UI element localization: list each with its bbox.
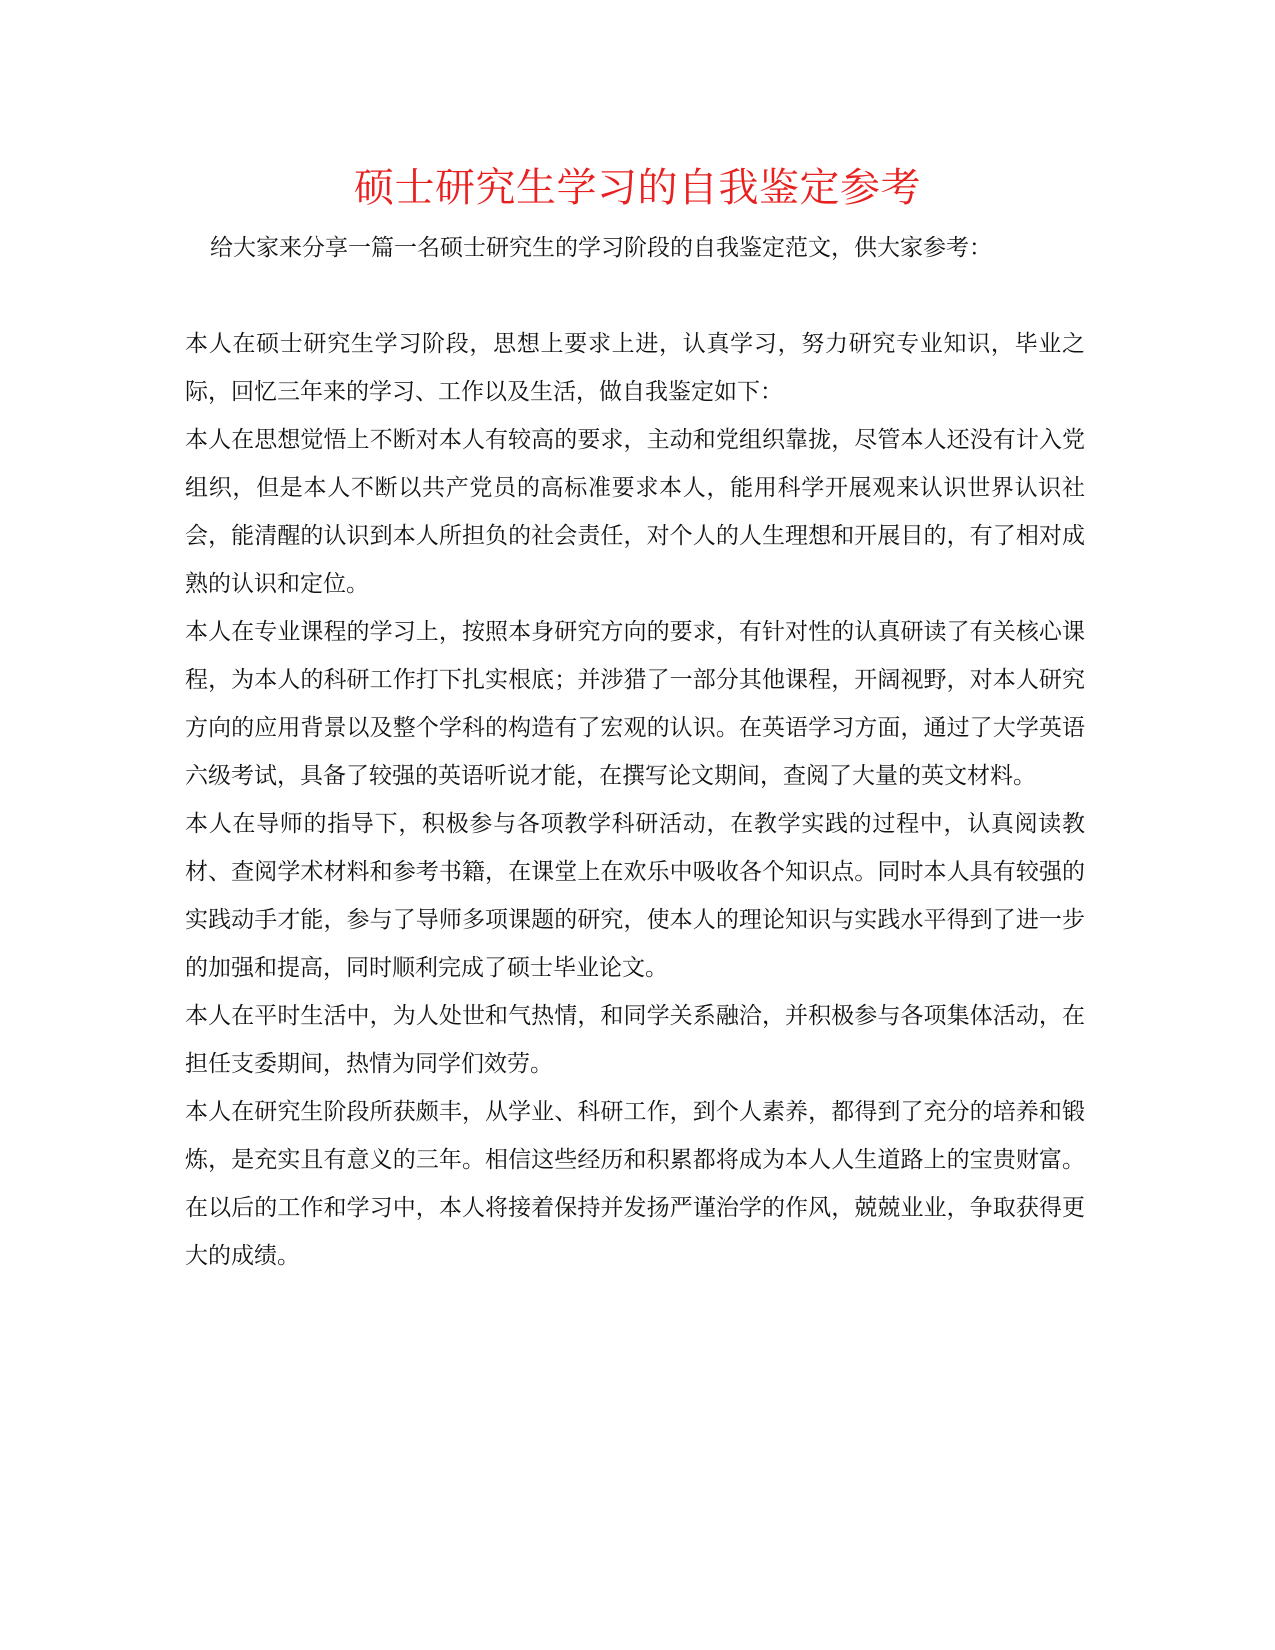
document-title: 硕士研究生学习的自我鉴定参考 <box>354 165 921 211</box>
paragraph-6: 本人在研究生阶段所获颇丰，从学业、科研工作，到个人素养，都得到了充分的培养和锻炼，是充实且有意义的三年。相信这些经历和积累都将成为本人人生道路上的宝贵财富。在以后的工作和学习中，本人将接着保持并发扬严谨治学的作风，兢兢业业，争取获得更大的成绩。 <box>185 1099 1085 1269</box>
intro-text: 给大家来分享一篇一名硕士研究生的学习阶段的自我鉴定范文，供大家参考： <box>210 235 992 261</box>
paragraph-4: 本人在导师的指导下，积极参与各项教学科研活动，在教学实践的过程中，认真阅读教材、查阅学术材料和参考书籍，在课堂上在欢乐中吸收各个知识点。同时本人具有较强的实践动手才能，参与了导师多项课题的研究，使本人的理论知识与实践水平得到了进一步的加强和提高，同时顺利完成了硕士毕业论文。 <box>185 811 1085 981</box>
paragraph-1: 本人在硕士研究生学习阶段，思想上要求上进，认真学习，努力研究专业知识，毕业之际，回忆三年来的学习、工作以及生活，做自我鉴定如下： <box>185 331 1085 405</box>
paragraph-2: 本人在思想觉悟上不断对本人有较高的要求，主动和党组织靠拢，尽管本人还没有计入党组织，但是本人不断以共产党员的高标准要求本人，能用科学开展观来认识世界认识社会，能清醒的认识到本人所担负的社会责任，对个人的人生理想和开展目的，有了相对成熟的认识和定位。 <box>185 427 1085 597</box>
paragraph-3: 本人在专业课程的学习上，按照本身研究方向的要求，有针对性的认真研读了有关核心课程，为本人的科研工作打下扎实根底；并涉猎了一部分其他课程，开阔视野，对本人研究方向的应用背景以及整个学科的构造有了宏观的认识。在英语学习方面，通过了大学英语六级考试，具备了较强的英语听说才能，在撰写论文期间，查阅了大量的英文材料。 <box>185 619 1085 789</box>
document-body <box>185 320 1085 1280</box>
paragraph-5: 本人在平时生活中，为人处世和气热情，和同学关系融洽，并积极参与各项集体活动，在担任支委期间，热情为同学们效劳。 <box>185 1003 1085 1077</box>
